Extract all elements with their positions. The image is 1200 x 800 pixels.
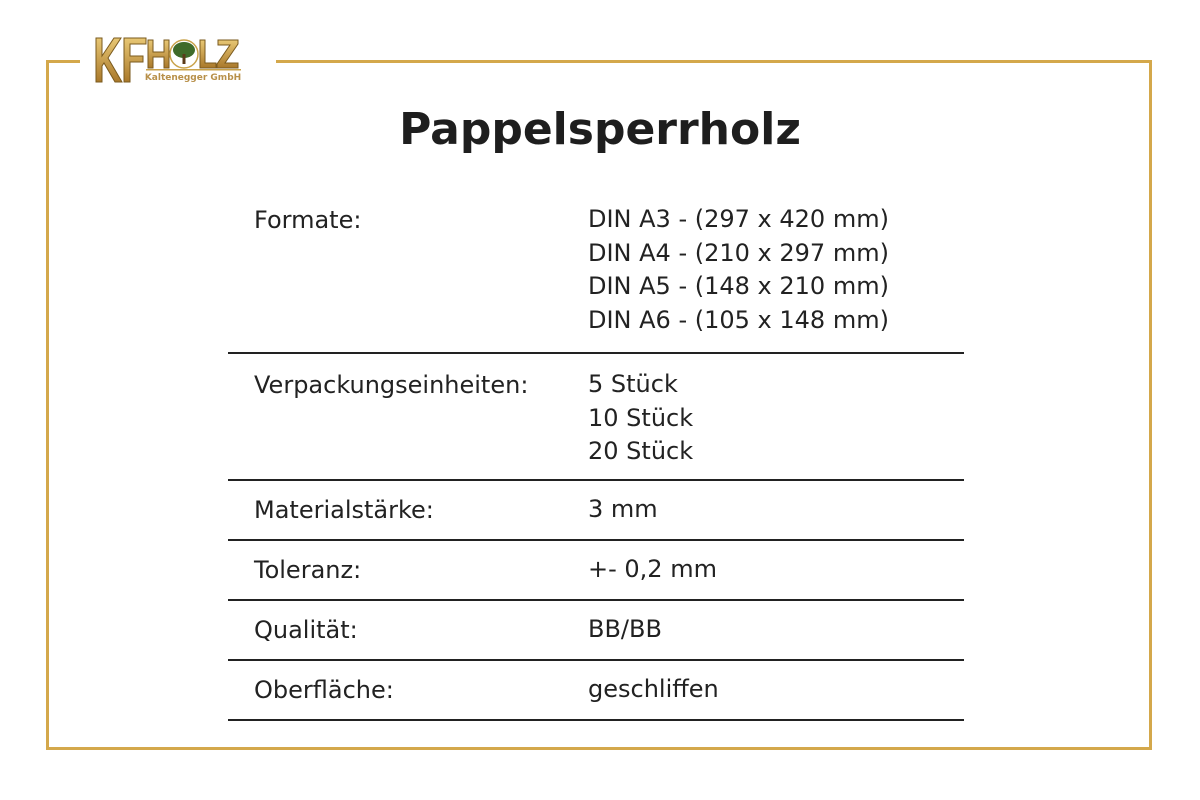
- tree-trunk: [183, 54, 186, 64]
- spec-value: +- 0,2 mm: [588, 555, 717, 583]
- spec-label: Formate:: [254, 206, 362, 234]
- spec-value: 10 Stück: [588, 403, 694, 432]
- spec-value: DIN A4 - (210 x 297 mm): [588, 238, 889, 267]
- spec-label: Toleranz:: [254, 556, 362, 584]
- spec-table: [228, 196, 964, 721]
- spec-label: Oberfläche:: [254, 676, 394, 704]
- logo-graphic: [80, 30, 276, 90]
- spec-value: BB/BB: [588, 615, 662, 643]
- spec-value: 20 Stück: [588, 437, 694, 465]
- spec-value: 5 Stück: [588, 370, 678, 398]
- spec-label: Materialstärke:: [254, 496, 434, 524]
- logo-company-text: Kaltenegger GmbH: [144, 73, 242, 83]
- spec-row-oberflaeche: [228, 661, 964, 721]
- spec-value-list: [588, 368, 964, 479]
- spec-row-material: [228, 481, 964, 541]
- spec-row-verpackung: [228, 354, 964, 481]
- logo-letter-f: [124, 38, 146, 82]
- spec-value: 3 mm: [588, 495, 658, 523]
- spec-value: geschliffen: [588, 675, 719, 703]
- logo-letter-z: [217, 40, 238, 68]
- spec-value-list: [588, 203, 964, 352]
- kfholz-logo: [80, 30, 276, 90]
- logo-letter-l: [200, 40, 216, 68]
- spec-label: Verpackungseinheiten:: [254, 371, 529, 399]
- spec-value: DIN A5 - (148 x 210 mm): [588, 272, 889, 300]
- logo-letter-h: [148, 40, 169, 68]
- spec-row-toleranz: [228, 541, 964, 601]
- logo-letter-k: [96, 38, 122, 82]
- spec-value: DIN A3 - (297 x 420 mm): [588, 205, 889, 233]
- spec-row-qualitaet: [228, 601, 964, 661]
- spec-row-formate: [228, 196, 964, 354]
- spec-label: Qualität:: [254, 616, 358, 644]
- spec-value: DIN A6 - (105 x 148 mm): [588, 305, 889, 334]
- logo-underline: [146, 69, 241, 71]
- page-title: Pappelsperrholz: [399, 104, 801, 155]
